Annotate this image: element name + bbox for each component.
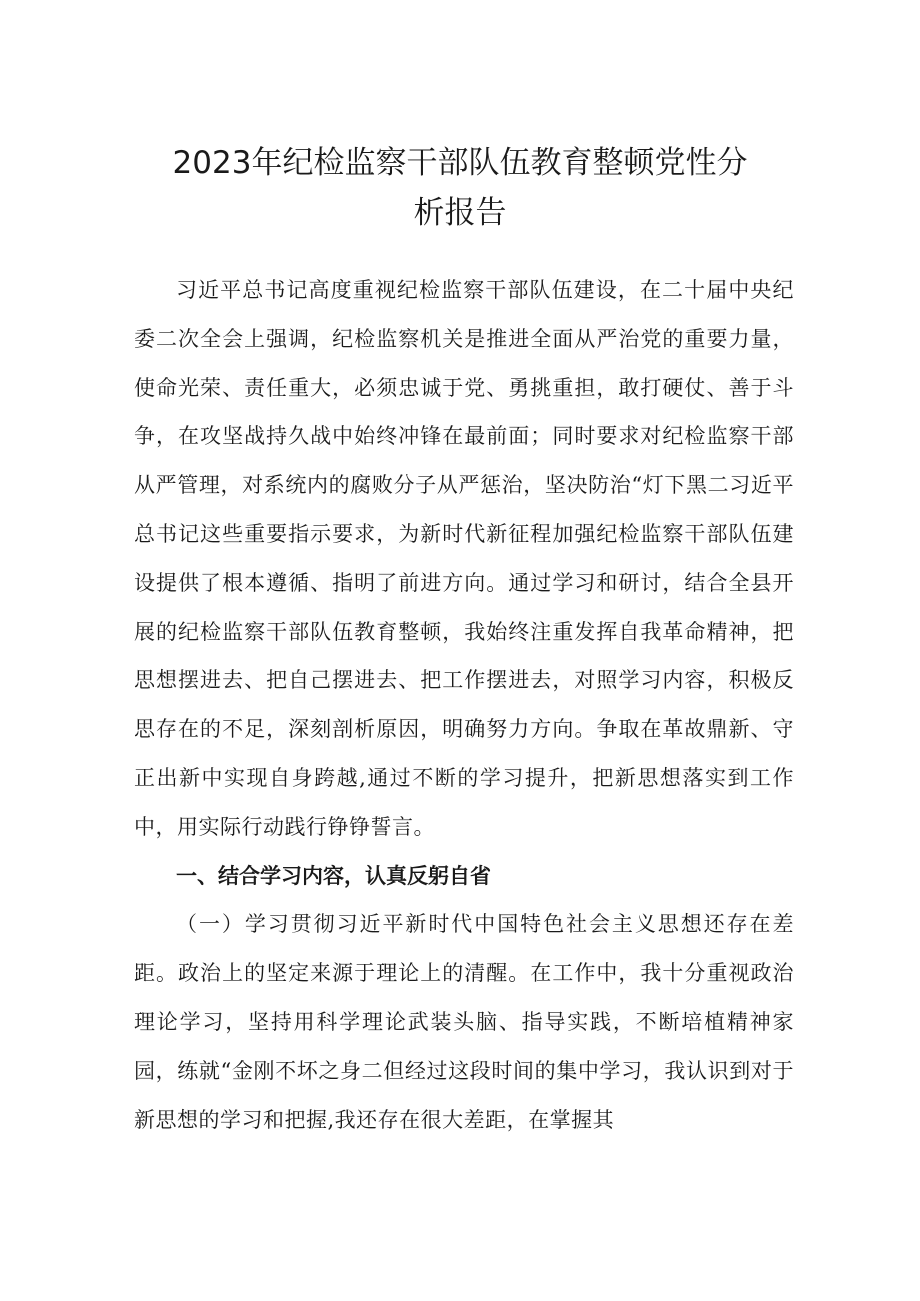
intro-paragraph: 习近平总书记高度重视纪检监察干部队伍建设，在二十届中央纪委二次全会上强调，纪检监察机关是推进全面从严治党的重要力量，使命光荣、责任重大，必须忠诚于党、勇挑重担，敢打硬仗、善于斗争，在攻坚战持久战中始终冲锋在最前面；同时要求对纪检监察干部从严管理，对系统内的腐败分子从严惩治，坚决防治“灯下黑二习近平总书记这些重要指示要求，为新时代新征程加强纪检监察干部队伍建设提供了根本遵循、指明了前进方向。通过学习和研讨，结合全县开展的纪检监察干部队伍教育整顿，我始终注重发挥自我革命精神，把思想摆进去、把自己摆进去、把工作摆进去，对照学习内容，积极反思存在的不足，深刻剖析原因，明确努力方向。争取在革故鼎新、守正出新中实现自身跨越,通过不断的学习提升，把新思想落实到工作中，用实际行动践行铮铮誓言。 [134, 278, 794, 839]
title-line-1: 2023年纪检监察干部队伍教育整顿党性分 [172, 145, 748, 181]
document-title [120, 138, 800, 238]
section-heading-1: 一、结合学习内容，认真反躬自省 [176, 863, 491, 888]
section-1-paragraph: （一）学习贯彻习近平新时代中国特色社会主义思想还存在差距。政治上的坚定来源于理论上的清醒。在工作中，我十分重视政治理论学习，坚持用科学理论武装头脑、指导实践，不断培植精神家园，练就“金刚不坏之身二但经过这段时间的集中学习，我认识到对于新思想的学习和把握,我还存在很大差距，在掌握其 [134, 912, 794, 1132]
document-body [134, 266, 794, 1144]
title-line-2: 析报告 [413, 195, 507, 231]
